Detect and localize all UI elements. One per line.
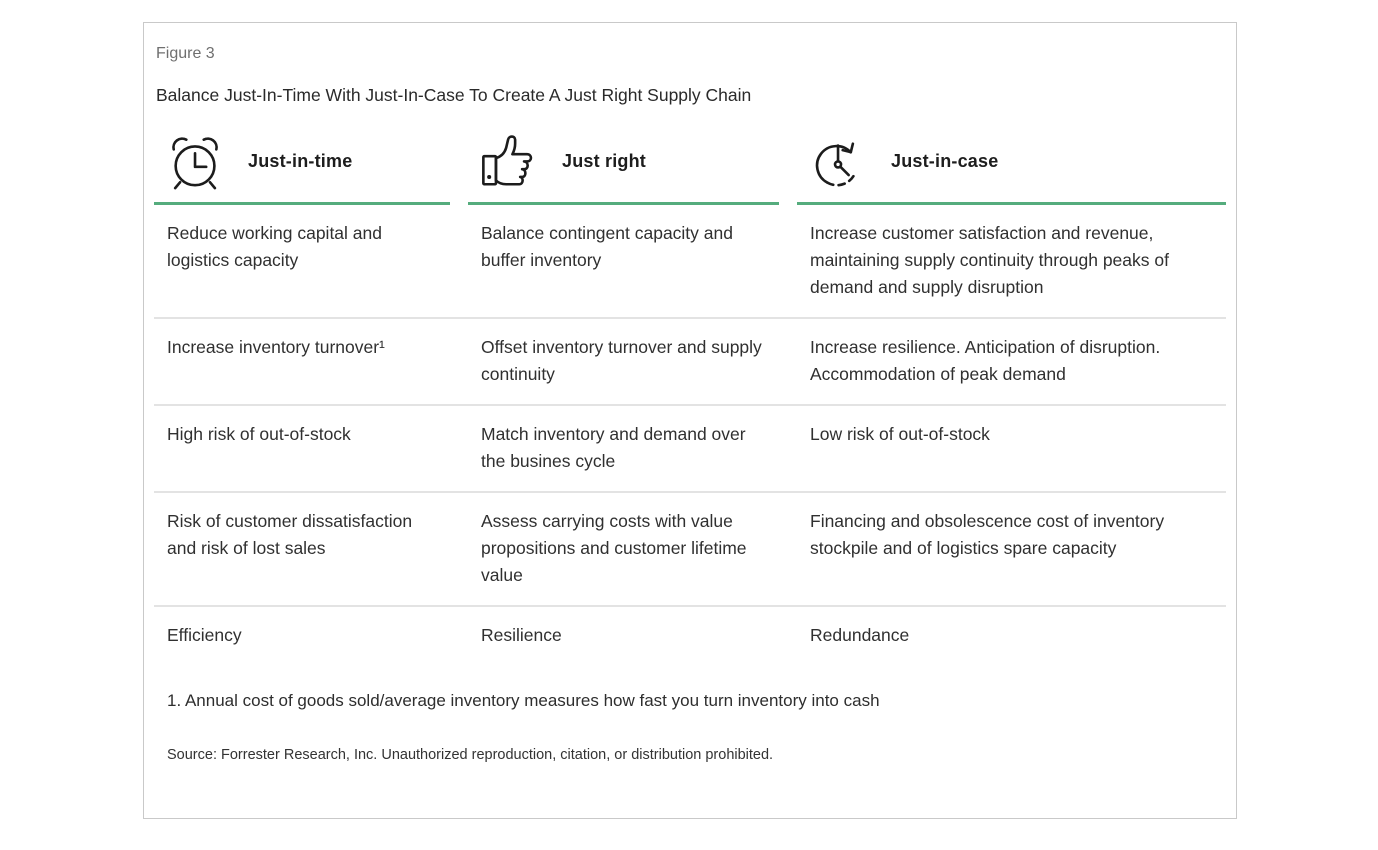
table-cell: Increase inventory turnover¹ — [167, 337, 385, 357]
table-header-row — [154, 126, 1226, 205]
table-row — [154, 404, 1226, 491]
table-row — [154, 317, 1226, 404]
alarm-clock-icon — [165, 128, 227, 194]
column-label: Just-in-case — [891, 150, 999, 171]
column-label: Just right — [562, 150, 647, 171]
table-cell: Increase customer satisfaction and revenue, maintaining supply continuity through peaks of demand and supply disruption — [810, 223, 1169, 297]
table-cell: Redundance — [810, 625, 910, 645]
clock-history-icon — [808, 128, 870, 194]
column-header-just-in-case — [797, 126, 1226, 205]
comparison-table — [154, 126, 1226, 665]
table-cell: Match inventory and demand over the busines cycle — [481, 424, 746, 471]
table-cell: Reduce working capital and logistics capacity — [167, 223, 382, 270]
table-cell: Increase resilience. Anticipation of disruption. Accommodation of peak demand — [810, 337, 1161, 384]
thumbs-up-icon — [479, 128, 541, 194]
table-row — [154, 491, 1226, 605]
table-cell: Financing and obsolescence cost of inventory stockpile and of logistics spare capacity — [810, 511, 1165, 558]
table-cell: Efficiency — [167, 625, 242, 645]
table-cell: Assess carrying costs with value propositions and customer lifetime value — [481, 511, 747, 585]
table-cell: Resilience — [481, 625, 562, 645]
table-row — [154, 605, 1226, 665]
figure-card — [143, 22, 1237, 819]
figure-label: Figure 3 — [156, 45, 215, 62]
table-cell: Balance contingent capacity and buffer inventory — [481, 223, 733, 270]
table-row — [154, 205, 1226, 317]
source-line: Source: Forrester Research, Inc. Unauthorized reproduction, citation, or distribution prohibited. — [167, 747, 774, 763]
table-cell: Risk of customer dissatisfaction and risk of lost sales — [167, 511, 413, 558]
column-label: Just-in-time — [248, 150, 353, 171]
table-cell: Offset inventory turnover and supply continuity — [481, 337, 762, 384]
figure-title: Balance Just-In-Time With Just-In-Case To Create A Just Right Supply Chain — [156, 85, 752, 105]
column-header-just-in-time — [154, 126, 450, 205]
table-cell: High risk of out-of-stock — [167, 424, 351, 444]
table-cell: Low risk of out-of-stock — [810, 424, 990, 444]
column-header-just-right — [468, 126, 779, 205]
footnote: 1. Annual cost of goods sold/average inventory measures how fast you turn inventory into cash — [167, 691, 880, 710]
